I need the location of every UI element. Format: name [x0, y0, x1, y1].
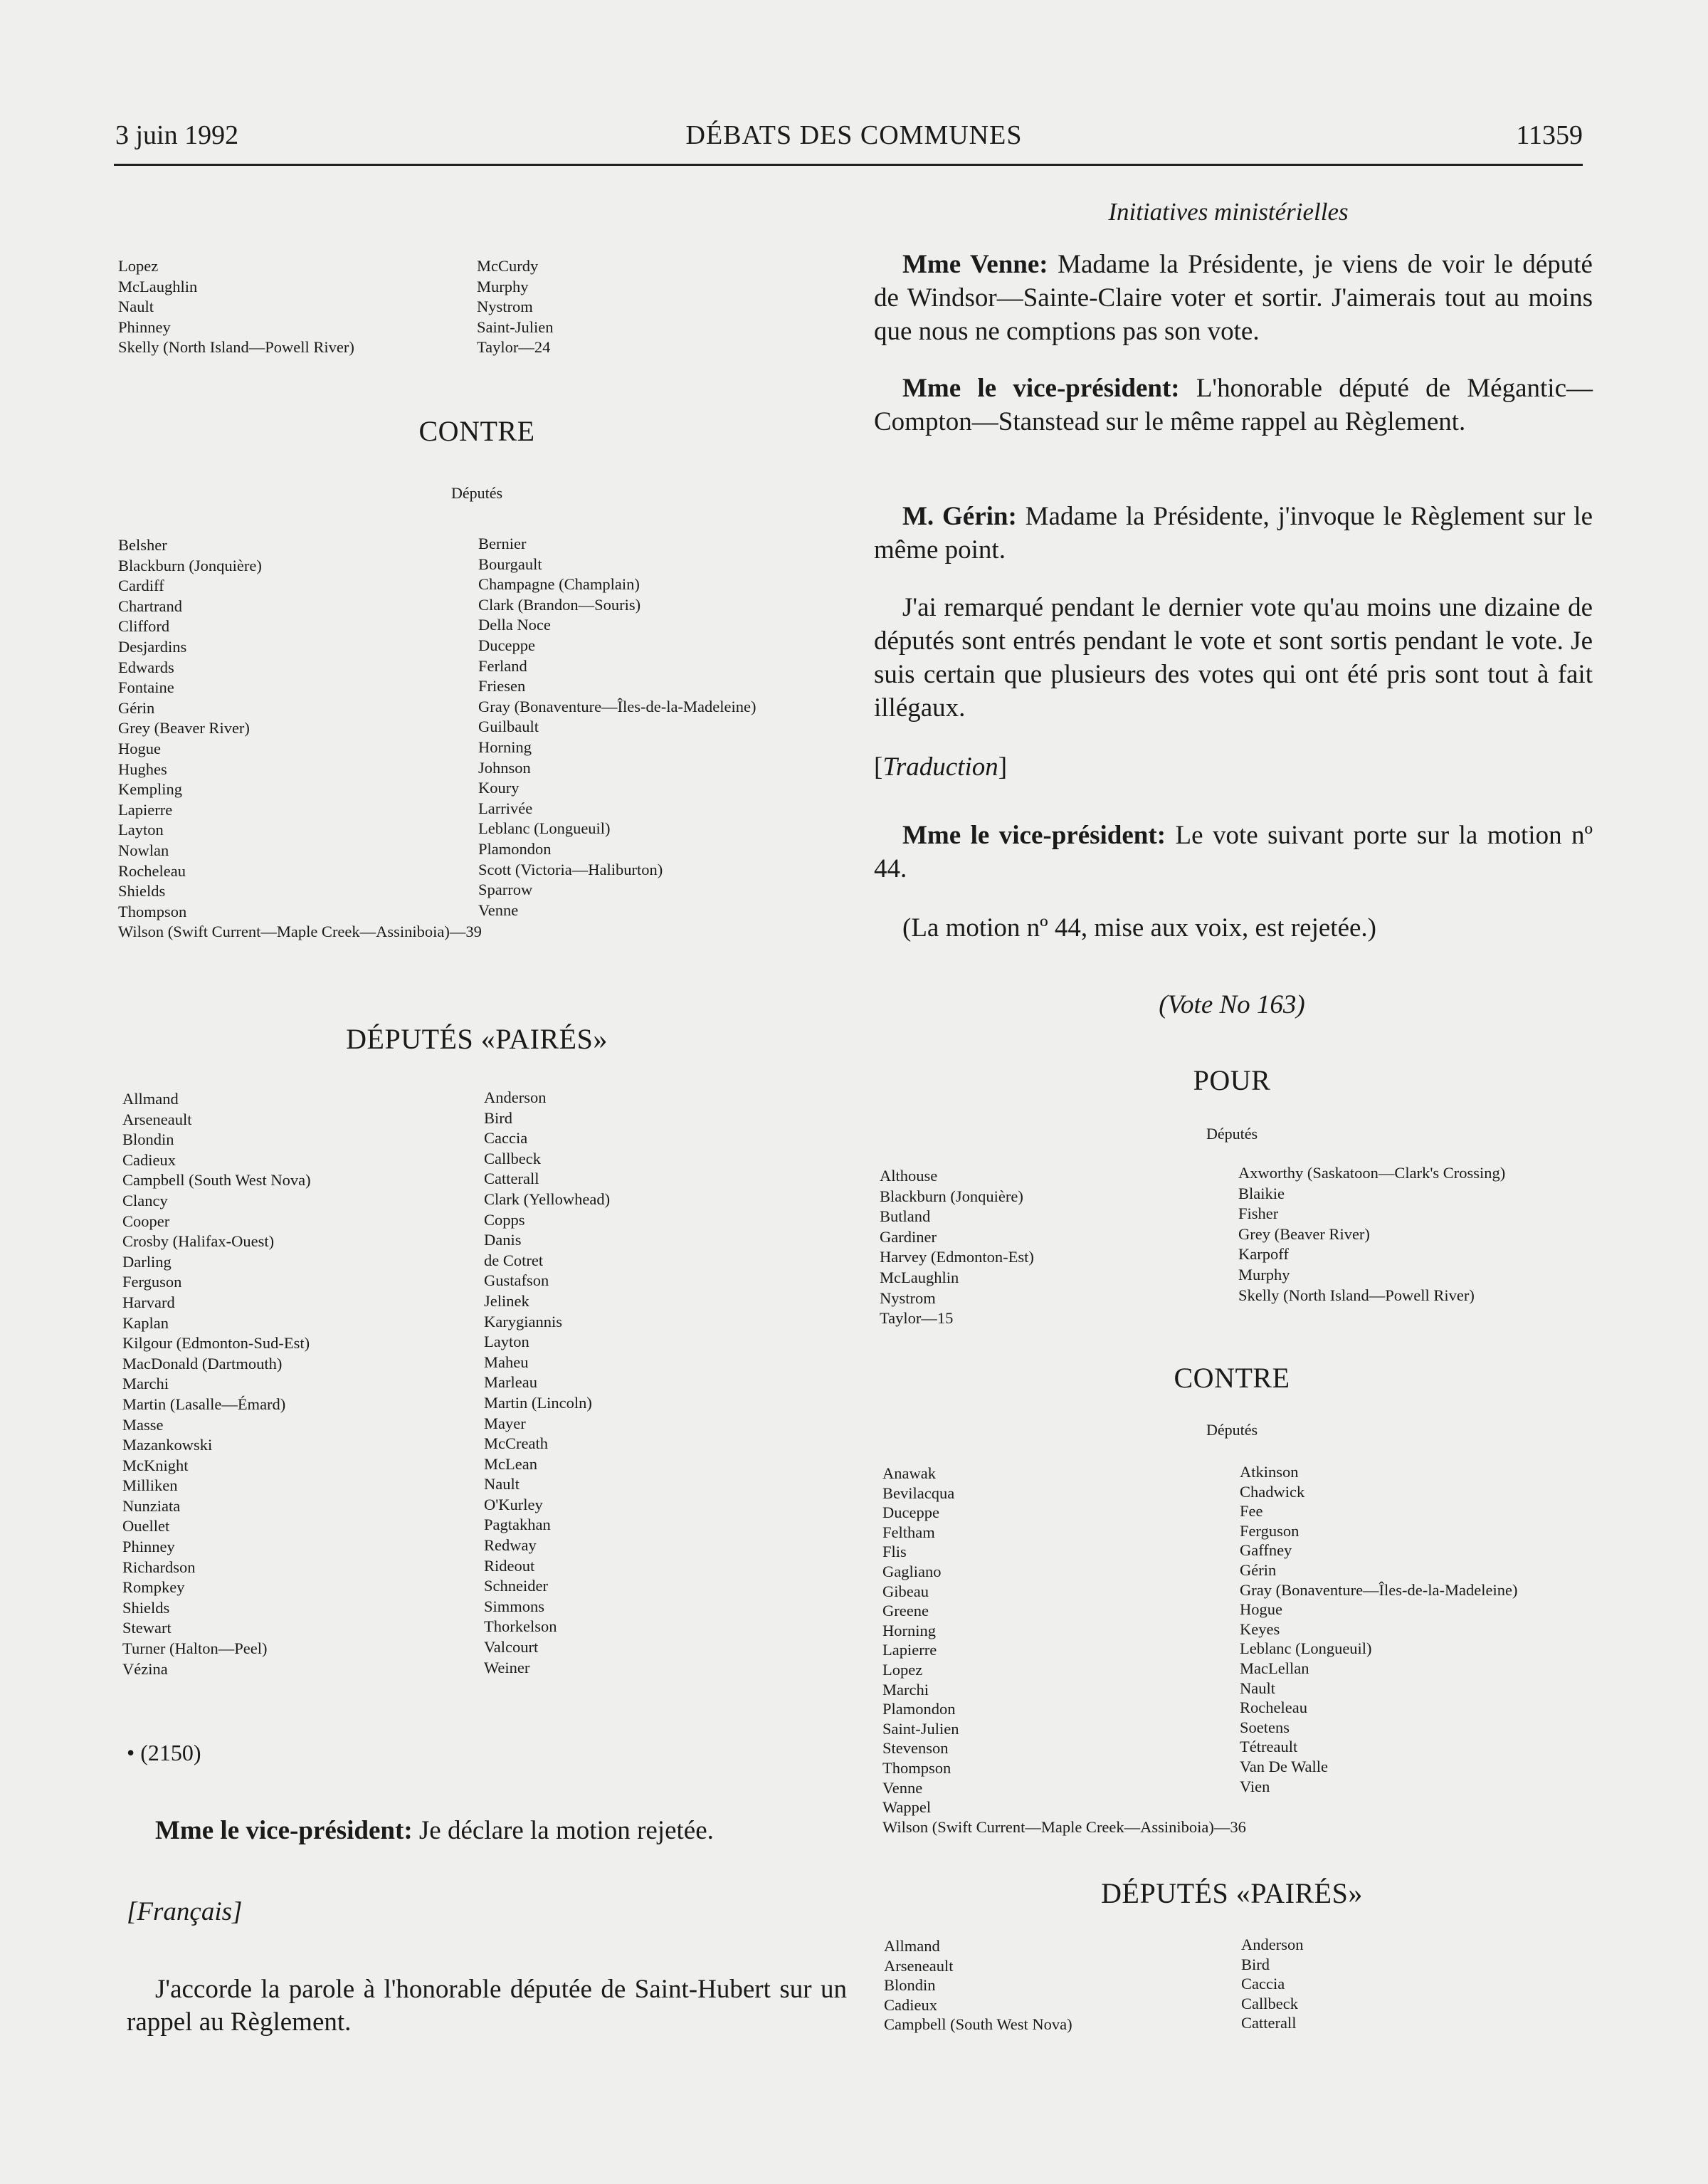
member-name: Plamondon: [882, 1700, 956, 1718]
member-name: Nault: [484, 1475, 520, 1493]
member-name: Rompkey: [122, 1578, 185, 1597]
member-name: Hughes: [118, 760, 167, 778]
header-rule: [114, 164, 1583, 166]
member-name: Koury: [478, 779, 520, 797]
language-marker: [Français]: [127, 1897, 243, 1926]
member-name: Anderson: [1241, 1936, 1304, 1953]
member-name: O'Kurley: [484, 1495, 543, 1513]
member-name: Valcourt: [484, 1638, 539, 1657]
top-list-col2: [477, 256, 554, 358]
left-para-1: [155, 1814, 845, 1847]
member-name: Cadieux: [884, 1995, 937, 2014]
member-name: Nunziata: [122, 1496, 181, 1515]
member-name: Scott (Victoria—Haliburton): [478, 860, 663, 878]
member-name: Cooper: [122, 1212, 170, 1230]
member-name: Danis: [484, 1231, 522, 1249]
member-name: Murphy: [477, 277, 529, 295]
member-name: Horning: [478, 737, 532, 756]
member-name: Greene: [882, 1602, 929, 1620]
member-name: Saint-Julien: [477, 317, 554, 336]
member-name: Belsher: [118, 536, 167, 554]
member-name: Murphy: [1238, 1265, 1290, 1283]
member-name: Taylor—15: [880, 1309, 954, 1328]
member-name: Maheu: [484, 1353, 529, 1371]
member-name: Chadwick: [1240, 1482, 1305, 1501]
publication-title: DÉBATS DES COMMUNES: [685, 120, 1023, 150]
member-name: Nowlan: [118, 841, 169, 859]
right-para-3: [874, 500, 1593, 567]
member-name: Clark (Brandon—Souris): [478, 595, 641, 614]
member-name: Guilbault: [478, 718, 539, 736]
member-name: Clark (Yellowhead): [484, 1190, 611, 1208]
vote-label: (Vote No 163): [1159, 990, 1305, 1019]
top-list-col1: [118, 256, 354, 358]
member-name: Taylor—24: [477, 338, 551, 357]
member-name: Fee: [1240, 1502, 1263, 1521]
member-name: Venne: [478, 901, 519, 919]
member-name: MacDonald (Dartmouth): [122, 1354, 283, 1372]
member-name: Thorkelson: [484, 1617, 557, 1636]
member-name: Arseneault: [122, 1110, 192, 1128]
member-name: Bourgault: [478, 555, 542, 573]
speaker-name: Mme le vice-président:: [155, 1816, 413, 1845]
member-name: Soetens: [1240, 1718, 1290, 1736]
member-name: Harvard: [122, 1293, 175, 1311]
member-name: Rocheleau: [1240, 1699, 1307, 1717]
member-name: Clancy: [122, 1191, 168, 1209]
member-name: Edwards: [118, 658, 174, 676]
member-name: Masse: [122, 1415, 164, 1434]
member-name: Atkinson: [1240, 1463, 1299, 1481]
page-date: 3 juin 1992: [115, 120, 239, 150]
right-para-5: [874, 819, 1593, 886]
section-title: Initiatives ministérielles: [1108, 198, 1349, 226]
member-name: Gray (Bonaventure—Îles-de-la-Madeleine): [478, 697, 757, 715]
right-contre-subheading: Députés: [1206, 1421, 1258, 1439]
member-name: Gustafson: [484, 1271, 549, 1290]
member-name: Venne: [882, 1778, 923, 1797]
member-name: McLaughlin: [118, 277, 198, 295]
member-name: Leblanc (Longueuil): [1240, 1639, 1372, 1658]
left-paired-col2: [484, 1088, 610, 1678]
member-name: McLaughlin: [880, 1268, 959, 1286]
member-name: Anawak: [882, 1464, 936, 1482]
right-pour-subheading: Députés: [1206, 1125, 1258, 1143]
right-paired-col1: [884, 1936, 1072, 2035]
member-name: Blondin: [884, 1976, 936, 1995]
left-contre-col1: [118, 535, 482, 943]
member-name: Caccia: [484, 1129, 528, 1148]
member-name: Butland: [880, 1207, 931, 1226]
member-name: Chartrand: [118, 597, 182, 615]
member-name: Martin (Lincoln): [484, 1393, 592, 1412]
speaker-name: M. Gérin:: [902, 502, 1017, 531]
member-name: Wilson (Swift Current—Maple Creek—Assiniboia)—36: [882, 1817, 1246, 1836]
member-name: Weiner: [484, 1658, 530, 1676]
member-name: Hogue: [1240, 1600, 1282, 1619]
member-name: Crosby (Halifax-Ouest): [122, 1232, 275, 1251]
member-name: Gérin: [118, 698, 155, 717]
member-name: Karpoff: [1238, 1245, 1289, 1264]
member-name: Blaikie: [1238, 1184, 1285, 1202]
member-name: Schneider: [484, 1577, 548, 1595]
right-para-2: [874, 372, 1593, 439]
member-name: Clifford: [118, 617, 170, 636]
member-name: Wappel: [882, 1798, 932, 1817]
member-name: Milliken: [122, 1476, 178, 1495]
member-name: MacLellan: [1240, 1659, 1309, 1677]
member-name: Phinney: [118, 317, 171, 336]
member-name: Cadieux: [122, 1150, 176, 1169]
speech-text: Madame la Présidente, j'invoque le Règlement sur le même point.: [874, 502, 1593, 565]
member-name: Axworthy (Saskatoon—Clark's Crossing): [1238, 1164, 1506, 1182]
member-name: Ferguson: [1240, 1521, 1300, 1540]
right-contre-heading: CONTRE: [1174, 1362, 1290, 1394]
left-paired-col1: [122, 1089, 311, 1679]
member-name: Catterall: [484, 1170, 539, 1188]
member-name: de Cotret: [484, 1251, 544, 1269]
member-name: Johnson: [478, 758, 531, 777]
member-name: Callbeck: [484, 1149, 541, 1167]
member-name: Della Noce: [478, 616, 551, 634]
member-name: Grey (Beaver River): [1238, 1224, 1370, 1243]
left-contre-subheading: Députés: [450, 484, 503, 502]
member-name: Caccia: [1241, 1975, 1285, 1993]
member-name: Thompson: [118, 902, 187, 920]
member-name: Feltham: [882, 1523, 935, 1541]
member-name: Ferguson: [122, 1273, 182, 1291]
member-name: Darling: [122, 1252, 172, 1271]
member-name: Lopez: [882, 1660, 923, 1679]
translation-marker: [Traduction]: [874, 752, 1008, 782]
member-name: Callbeck: [1241, 1994, 1298, 2012]
speech-text: Le vote suivant porte sur la motion nº 44.: [874, 821, 1593, 883]
member-name: Layton: [118, 821, 164, 839]
right-pour-col1: [880, 1166, 1034, 1329]
member-name: Jelinek: [484, 1291, 529, 1310]
speech-text: Je déclare la motion rejetée.: [412, 1816, 714, 1845]
member-name: Nystrom: [880, 1288, 936, 1307]
right-paired-heading: DÉPUTÉS «PAIRÉS»: [1101, 1877, 1363, 1909]
member-name: Bevilacqua: [882, 1484, 955, 1502]
member-name: Campbell (South West Nova): [884, 2015, 1072, 2034]
member-name: Gray (Bonaventure—Îles-de-la-Madeleine): [1240, 1580, 1518, 1599]
member-name: Kilgour (Edmonton-Sud-Est): [122, 1334, 310, 1353]
member-name: Stevenson: [882, 1739, 949, 1758]
left-contre-col2: [478, 534, 756, 920]
translation-label: Traduction: [882, 752, 998, 782]
page-number: 11359: [1516, 120, 1583, 150]
speech-text: L'honorable député de Mégantic—Compton—Stanstead sur le même rappel au Règlement.: [874, 374, 1593, 436]
member-name: Bernier: [478, 535, 527, 552]
member-name: Marchi: [122, 1375, 169, 1393]
member-name: Bird: [484, 1108, 513, 1127]
time-marker: • (2150): [127, 1740, 201, 1765]
member-name: Karygiannis: [484, 1312, 562, 1330]
member-name: Friesen: [478, 677, 526, 695]
right-contre-col2: [1240, 1462, 1517, 1796]
member-name: Martin (Lasalle—Émard): [122, 1395, 286, 1413]
member-name: Tétreault: [1240, 1738, 1298, 1756]
member-name: Lapierre: [118, 800, 173, 819]
member-name: Vien: [1240, 1777, 1270, 1795]
member-name: Nystrom: [477, 298, 533, 316]
member-name: Keyes: [1240, 1619, 1280, 1638]
member-name: Leblanc (Longueuil): [478, 819, 611, 838]
member-name: Anderson: [484, 1088, 547, 1106]
member-name: Hogue: [118, 739, 161, 757]
member-name: Van De Walle: [1240, 1757, 1328, 1775]
member-name: Campbell (South West Nova): [122, 1171, 311, 1190]
member-name: Desjardins: [118, 637, 187, 656]
member-name: Grey (Beaver River): [118, 719, 250, 737]
member-name: Simmons: [484, 1597, 545, 1615]
right-paired-col2: [1241, 1935, 1303, 2033]
member-name: Fontaine: [118, 678, 174, 697]
member-name: Gaffney: [1240, 1541, 1292, 1560]
member-name: Thompson: [882, 1758, 951, 1777]
member-name: Arseneault: [884, 1956, 954, 1975]
member-name: Gibeau: [882, 1582, 929, 1600]
member-name: Kempling: [118, 780, 182, 799]
member-name: Redway: [484, 1536, 537, 1555]
member-name: Lapierre: [882, 1641, 937, 1659]
member-name: Stewart: [122, 1619, 172, 1637]
member-name: Gagliano: [882, 1562, 942, 1580]
member-name: Shields: [118, 882, 166, 901]
member-name: Plamondon: [478, 839, 552, 858]
member-name: Pagtakhan: [484, 1516, 551, 1534]
right-para-1: [874, 248, 1593, 348]
member-name: Harvey (Edmonton-Est): [880, 1248, 1034, 1266]
member-name: Richardson: [122, 1558, 196, 1576]
member-name: Cardiff: [118, 577, 164, 595]
left-para-2: J'accorde la parole à l'honorable députée de Saint-Hubert sur un rappel au Règlement.: [127, 1975, 847, 2037]
member-name: Phinney: [122, 1538, 175, 1556]
speaker-name: Mme le vice-président:: [902, 374, 1180, 403]
member-name: Gardiner: [880, 1227, 937, 1246]
member-name: Allmand: [122, 1090, 179, 1108]
motion-result: (La motion nº 44, mise aux voix, est rejetée.): [902, 913, 1376, 943]
speech-text: Madame la Présidente, je viens de voir le député de Windsor—Sainte-Claire voter et sortir. J'aimerais tout au moins que nous ne comptions pas son vote.: [874, 250, 1593, 346]
speaker-name: Mme le vice-président:: [902, 821, 1166, 850]
member-name: Skelly (North Island—Powell River): [118, 338, 354, 357]
member-name: Turner (Halton—Peel): [122, 1639, 268, 1658]
member-name: Mazankowski: [122, 1436, 213, 1454]
speaker-name: Mme Venne:: [902, 250, 1048, 279]
right-pour-col2: [1238, 1163, 1505, 1306]
member-name: Ferland: [478, 656, 527, 675]
member-name: Sparrow: [478, 881, 533, 899]
member-name: Vézina: [122, 1659, 168, 1678]
member-name: Ouellet: [122, 1517, 170, 1535]
member-name: Nault: [1240, 1679, 1275, 1697]
member-name: McCreath: [484, 1434, 548, 1453]
member-name: Horning: [882, 1621, 936, 1639]
member-name: Blackburn (Jonquière): [880, 1187, 1023, 1205]
right-para-4: J'ai remarqué pendant le dernier vote qu'au moins une dizaine de députés sont entrés pendant le vote et sont sortis pendant le vote. Je suis certain que plusieurs des votes qui ont été pris sont tout à fait illégaux.: [874, 593, 1593, 723]
member-name: McKnight: [122, 1456, 189, 1474]
member-name: Larrivée: [478, 799, 533, 817]
member-name: McCurdy: [477, 257, 539, 275]
member-name: Marleau: [484, 1373, 537, 1392]
member-name: Nault: [118, 298, 154, 316]
member-name: Kaplan: [122, 1313, 169, 1332]
member-name: Mayer: [484, 1414, 526, 1432]
member-name: Rocheleau: [118, 861, 186, 880]
member-name: Skelly (North Island—Powell River): [1238, 1286, 1475, 1304]
member-name: Gérin: [1240, 1560, 1277, 1579]
member-name: Wilson (Swift Current—Maple Creek—Assiniboia)—39: [118, 923, 482, 941]
left-paired-heading: DÉPUTÉS «PAIRÉS»: [346, 1023, 608, 1055]
member-name: Saint-Julien: [882, 1719, 959, 1738]
member-name: Lopez: [118, 257, 159, 275]
member-name: Althouse: [880, 1167, 938, 1185]
member-name: Blackburn (Jonquière): [118, 556, 262, 574]
member-name: Rideout: [484, 1556, 535, 1575]
member-name: Catterall: [1241, 2014, 1297, 2032]
member-name: Duceppe: [478, 636, 535, 654]
member-name: Copps: [484, 1210, 525, 1229]
left-contre-heading: CONTRE: [418, 415, 535, 447]
member-name: Blondin: [122, 1130, 174, 1149]
member-name: Allmand: [884, 1937, 940, 1955]
member-name: Shields: [122, 1598, 170, 1617]
member-name: Fisher: [1238, 1204, 1279, 1223]
right-contre-col1: [882, 1464, 1246, 1837]
member-name: McLean: [484, 1454, 537, 1473]
member-name: Champagne (Champlain): [478, 575, 640, 594]
member-name: Bird: [1241, 1955, 1270, 1973]
member-name: Layton: [484, 1333, 529, 1351]
member-name: Duceppe: [882, 1503, 939, 1522]
right-pour-heading: POUR: [1193, 1064, 1271, 1096]
member-name: Marchi: [882, 1680, 929, 1699]
member-name: Flis: [882, 1543, 907, 1561]
